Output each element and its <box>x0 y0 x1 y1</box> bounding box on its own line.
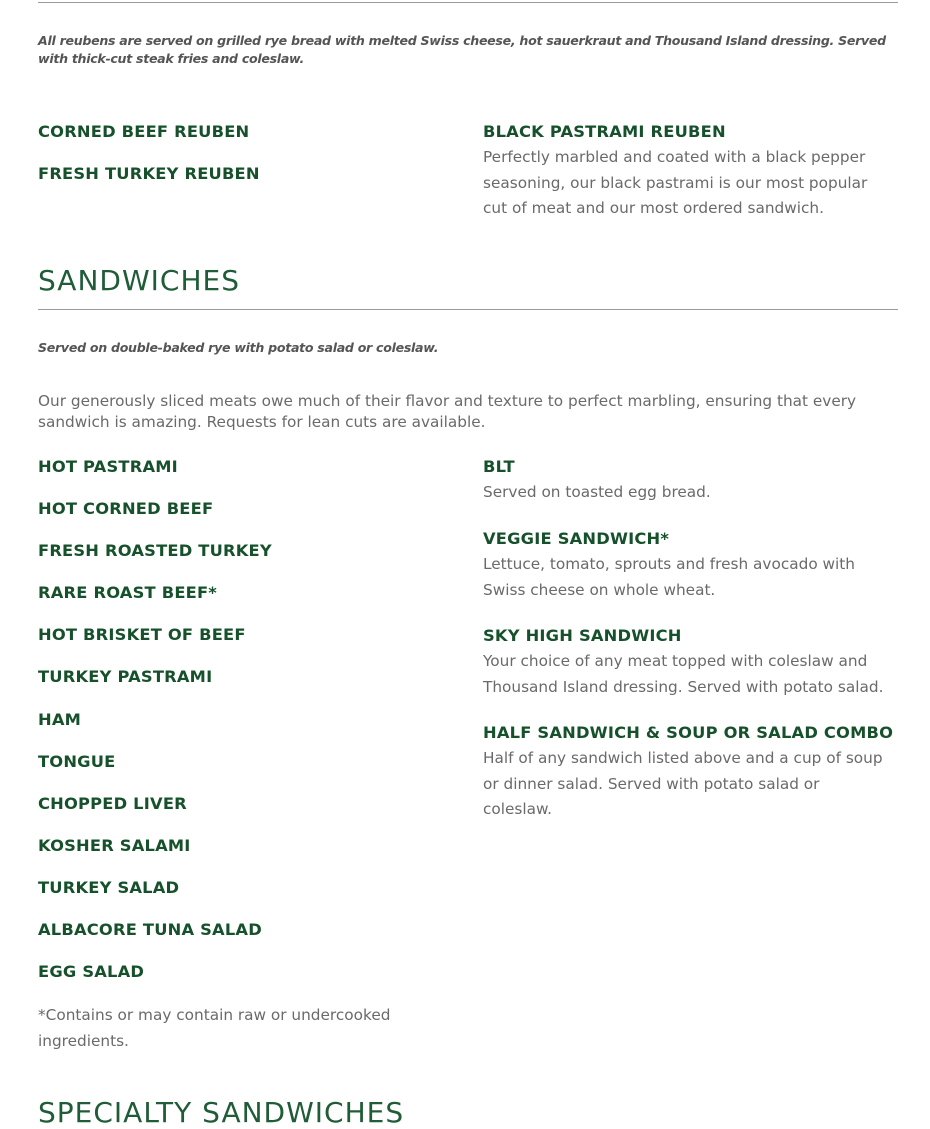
menu-item-name: FRESH TURKEY REUBEN <box>38 164 260 183</box>
sandwiches-intro: Our generously sliced meats owe much of their flavor and texture to perfect marbling, ensuring that every sandwich is amazing. Requests for lean cuts are available. <box>38 392 857 431</box>
menu-item-name: RARE ROAST BEEF* <box>38 583 217 602</box>
menu-item-name: VEGGIE SANDWICH* <box>483 529 670 548</box>
section-divider <box>38 309 898 310</box>
menu-item-description: Your choice of any meat topped with coleslaw and Thousand Island dressing. Served with potato salad. <box>483 652 884 696</box>
section-title: SPECIALTY SANDWICHES <box>38 1096 405 1129</box>
menu-item-name: TURKEY PASTRAMI <box>38 667 213 686</box>
menu-item-name: ALBACORE TUNA SALAD <box>38 920 262 939</box>
menu-item-description: Lettuce, tomato, sprouts and fresh avocado with Swiss cheese on whole wheat. <box>483 555 856 599</box>
menu-item-name: TONGUE <box>38 752 116 771</box>
disclaimer-text: *Contains or may contain raw or undercooked ingredients. <box>38 1006 391 1050</box>
menu-item-name: HALF SANDWICH & SOUP OR SALAD COMBO <box>483 723 894 742</box>
menu-item-name: EGG SALAD <box>38 962 145 981</box>
reubens-note: All reubens are served on grilled rye bread with melted Swiss cheese, hot sauerkraut and Thousand Island dressing. Served with thick-cut steak fries and coleslaw. <box>38 33 886 66</box>
menu-item-name: SKY HIGH SANDWICH <box>483 626 682 645</box>
section-divider-top <box>38 2 898 3</box>
menu-item-name: BLACK PASTRAMI REUBEN <box>483 122 726 141</box>
menu-item-description: Half of any sandwich listed above and a cup of soup or dinner salad. Served with potato salad or coleslaw. <box>483 749 883 818</box>
menu-item-description: Perfectly marbled and coated with a black pepper seasoning, our black pastrami is our most popular cut of meat and our most ordered sandwich. <box>483 148 868 217</box>
menu-item-name: CORNED BEEF REUBEN <box>38 122 250 141</box>
menu-item-name: HOT CORNED BEEF <box>38 499 214 518</box>
menu-item-name: CHOPPED LIVER <box>38 794 187 813</box>
menu-item-name: BLT <box>483 457 515 476</box>
section-title: SANDWICHES <box>38 264 240 297</box>
menu-item-name: TURKEY SALAD <box>38 878 180 897</box>
menu-item-name: FRESH ROASTED TURKEY <box>38 541 272 560</box>
menu-item-name: KOSHER SALAMI <box>38 836 191 855</box>
sandwiches-note: Served on double-baked rye with potato salad or coleslaw. <box>38 340 439 355</box>
menu-item-name: HOT PASTRAMI <box>38 457 178 476</box>
menu-item-description: Served on toasted egg bread. <box>483 483 711 501</box>
menu-item-name: HOT BRISKET OF BEEF <box>38 625 246 644</box>
menu-item-name: HAM <box>38 710 82 729</box>
